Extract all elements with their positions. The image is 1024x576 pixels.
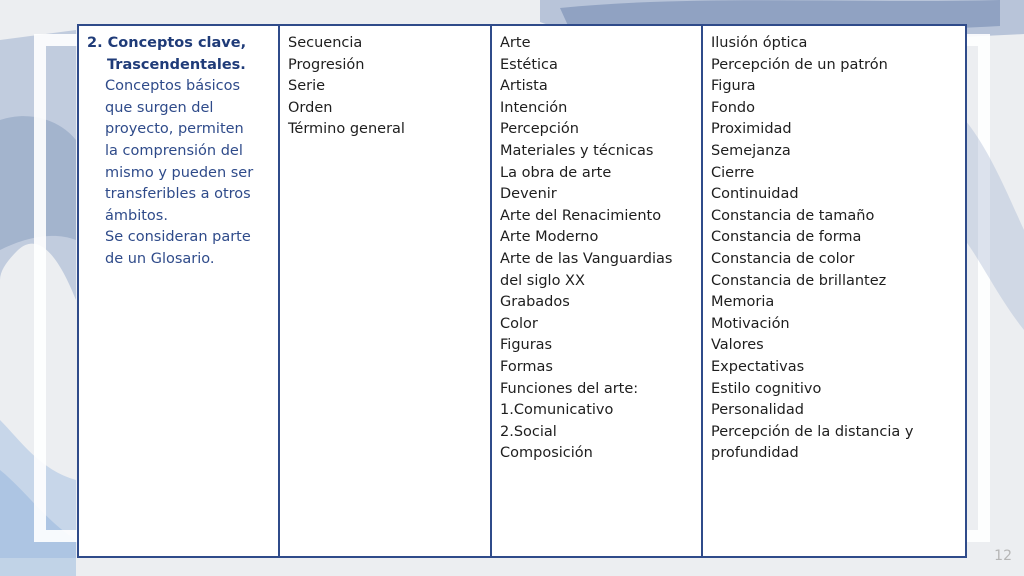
- list-item: Estética: [500, 56, 558, 73]
- list-item: Orden: [288, 99, 333, 116]
- list-item: Artista: [500, 78, 548, 95]
- list-item: Secuencia: [288, 35, 363, 51]
- page-number: 12: [994, 548, 1012, 564]
- list-item: Color: [500, 315, 538, 332]
- list-item: Percepción de la distancia y profundidad: [711, 423, 914, 462]
- section-subheading: Trascendentales.: [107, 56, 246, 73]
- list-item: Materiales y técnicas: [500, 142, 654, 159]
- list-item: Valores: [711, 337, 764, 354]
- list-item: Constancia de forma: [711, 229, 862, 246]
- list-item: Se consideran parte: [105, 229, 251, 246]
- sequence-terms-cell: [279, 25, 491, 557]
- list-item: Arte de las Vanguardias del siglo XX: [500, 250, 673, 289]
- list-item: La obra de arte: [500, 164, 612, 181]
- list-item: 1.Comunicativo: [500, 402, 614, 419]
- list-item: Figura: [711, 78, 756, 95]
- list-item: mismo y pueden ser: [105, 164, 254, 181]
- list-item: Motivación: [711, 315, 790, 332]
- key-concepts-header-cell: [78, 25, 279, 557]
- list-item: que surgen del: [105, 99, 214, 116]
- table-row: [78, 25, 966, 557]
- list-item: 2.Social: [500, 423, 557, 440]
- list-item: Composición: [500, 445, 593, 462]
- list-item: Figuras: [500, 337, 553, 354]
- list-item: transferibles a otros: [105, 186, 251, 203]
- description-text: [87, 76, 270, 270]
- list-item: Memoria: [711, 294, 775, 311]
- list-item: Cierre: [711, 164, 755, 181]
- list-item: de un Glosario.: [105, 250, 215, 267]
- list-item: Progresión: [288, 56, 365, 73]
- list-item: Arte del Renacimiento: [500, 207, 662, 224]
- list-item: Devenir: [500, 186, 557, 203]
- list-item: Fondo: [711, 99, 755, 116]
- list-item: Término general: [288, 121, 405, 138]
- list-item: Estilo cognitivo: [711, 380, 822, 397]
- list-item: Serie: [288, 78, 326, 95]
- list-item: Arte Moderno: [500, 229, 599, 246]
- concepts-table: [77, 24, 967, 558]
- perception-terms-cell: [702, 25, 966, 557]
- list-item: Constancia de brillantez: [711, 272, 887, 289]
- list-item: Proximidad: [711, 121, 792, 138]
- list-item: Constancia de tamaño: [711, 207, 875, 224]
- art-terms-cell: [491, 25, 702, 557]
- list-item: Personalidad: [711, 402, 804, 419]
- list-item: Semejanza: [711, 142, 791, 159]
- list-item: Formas: [500, 358, 553, 375]
- list-item: Constancia de color: [711, 250, 855, 267]
- list-item: Funciones del arte:: [500, 380, 639, 397]
- list-item: Ilusión óptica: [711, 35, 808, 51]
- list-item: ámbitos.: [105, 207, 168, 224]
- list-item: Arte: [500, 35, 531, 51]
- list-item: Conceptos básicos: [105, 78, 241, 95]
- list-item: la comprensión del: [105, 142, 243, 159]
- list-item: Percepción: [500, 121, 579, 138]
- list-item: Expectativas: [711, 358, 805, 375]
- section-heading: 2. Conceptos clave,: [87, 35, 247, 51]
- list-item: Continuidad: [711, 186, 799, 203]
- list-item: Grabados: [500, 294, 570, 311]
- list-item: Intención: [500, 99, 568, 116]
- list-item: Percepción de un patrón: [711, 56, 888, 73]
- list-item: proyecto, permiten: [105, 121, 244, 138]
